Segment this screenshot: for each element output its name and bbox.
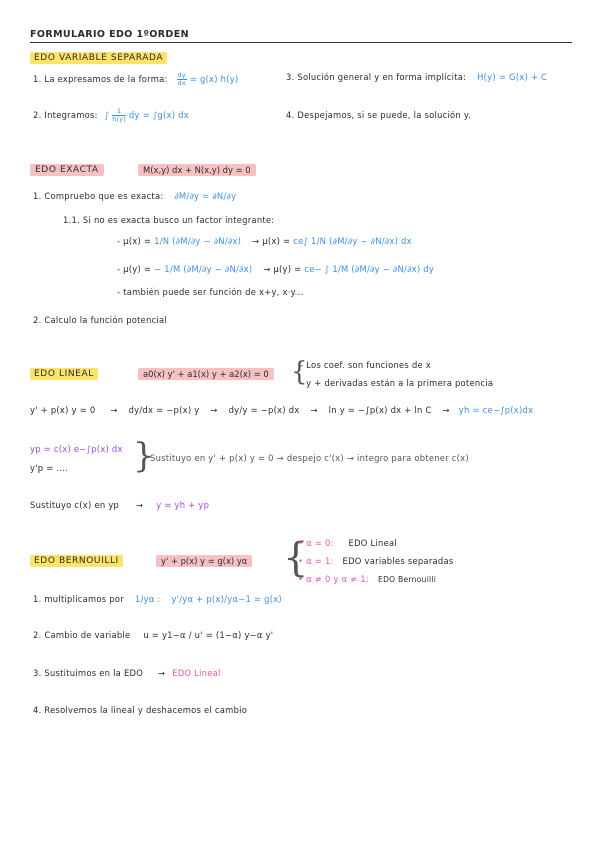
lineal-note-2: - y + derivadas están a la primera potencia — [300, 378, 494, 388]
vs-step3-formula: H(y) = G(x) + C — [477, 72, 548, 82]
vs-step4: 4. Despejamos, si se puede, la solución y. — [286, 110, 471, 120]
bernoulli-step1-formula: y'/yα + p(x)/yα−1 = g(x) — [171, 594, 282, 604]
exacta-step2: 2. Calculo la función potencial — [33, 315, 168, 325]
bernoulli-step3-result: EDO Lineal — [172, 668, 221, 678]
bernoulli-case-2: • α = 1: EDO variables separadas — [298, 556, 454, 566]
bernoulli-case-3: • α ≠ 0 y α ≠ 1: EDO Bernouilli — [298, 574, 437, 584]
vs-step1-formula: = g(x) h(y) — [189, 74, 239, 84]
vs-step1-fraction: $\frac{dy}{dx}$ — [177, 71, 186, 87]
lineal-yp-brace: } — [133, 436, 155, 476]
vs-step2: 2. Integramos: ∫ $\frac{1}{h(y)}$ dy = ∫g(x) dx — [33, 107, 189, 123]
exacta-mu-x: - μ(x) = 1/N (∂M/∂y − ∂N/∂x) → μ(x) = ce∫ 1/N (∂M/∂y − ∂N/∂x) dx — [117, 236, 412, 246]
vs-step3-label: 3. Solución general y en forma implícita: — [286, 72, 467, 82]
vs-step1 — [33, 72, 238, 87]
lineal-note-1: - Los coef. son funciones de x — [300, 360, 432, 370]
vs-step2-formula: dy = ∫g(x) dx — [128, 110, 189, 120]
bernoulli-equation: y' + p(x) y = g(x) yα — [156, 555, 252, 567]
exacta-sub-label: 1.1. Si no es exacta busco un factor integrante: — [63, 215, 275, 225]
bernoulli-step4: 4. Resolvemos la lineal y deshacemos el cambio — [33, 705, 248, 715]
exacta-equation: M(x,y) dx + N(x,y) dy = 0 — [138, 164, 256, 176]
section-title-lineal: EDO LINEAL — [30, 368, 98, 380]
mu-x-factor: 1/N (∂M/∂y − ∂N/∂x) — [154, 236, 242, 246]
bernoulli-step3: 3. Sustituimos en la EDO → EDO Lineal — [33, 668, 221, 678]
lineal-general-solution: y = yh + yp — [156, 500, 210, 510]
vs-step2-label: 2. Integramos: — [33, 110, 98, 120]
vs-step2-fraction: $\frac{1}{h(y)}$ — [112, 107, 127, 123]
bernoulli-step2-formula: u = y1−α / u' = (1−α) y−α y' — [143, 630, 274, 640]
lineal-final: Sustituyo c(x) en yp → y = yh + yp — [30, 500, 210, 510]
vs-step1-label: 1. La expresamos de la forma: — [33, 74, 168, 84]
lineal-brace-text: Sustituyo en y' + p(x) y = 0 → despejo c'(x) → integro para obtener c(x) — [150, 453, 469, 463]
lineal-yp-prime: y'p = .... — [30, 463, 69, 473]
bernoulli-step1: 1. multiplicamos por 1/yα : y'/yα + p(x)/yα−1 = g(x) — [33, 594, 282, 604]
lineal-yp-def: yp = c(x) e−∫p(x) dx — [30, 444, 123, 454]
exacta-mu-y: - μ(y) = − 1/M (∂M/∂y − ∂N/∂x) → μ(y) = ce− ∫ 1/M (∂M/∂y − ∂N/∂x) dy — [117, 264, 435, 274]
exacta-step1 — [33, 191, 236, 201]
exacta-also: - también puede ser función de x+y, x·y... — [117, 287, 304, 297]
bernoulli-cases-brace: { — [283, 535, 309, 581]
lineal-homogeneous-solution: yh = ce−∫p(x)dx — [458, 405, 534, 415]
title-divider — [30, 42, 572, 43]
section-title-bernoulli: EDO BERNOUILLI — [30, 555, 123, 567]
bernoulli-case-1: • α = 0: EDO Lineal — [298, 538, 397, 548]
exacta-step1-formula: ∂M/∂y = ∂N/∂y — [174, 191, 237, 201]
vs-step3 — [286, 72, 547, 82]
bernoulli-step2: 2. Cambio de variable u = y1−α / u' = (1−α) y−α y' — [33, 630, 274, 640]
lineal-chain: y' + p(x) y = 0 → dy/dx = −p(x) y → dy/y = −p(x) dx → ln y = −∫p(x) dx + ln C → yh = ce−∫p(x)dx — [30, 405, 534, 415]
mu-y-factor: − 1/M (∂M/∂y − ∂N/∂x) — [154, 264, 253, 274]
mu-y-result: ce− ∫ 1/M (∂M/∂y − ∂N/∂x) dy — [304, 264, 435, 274]
lineal-notes-brace: { — [291, 357, 308, 387]
lineal-equation: a0(x) y' + a1(x) y + a2(x) = 0 — [138, 368, 274, 380]
exacta-step1-label: 1. Compruebo que es exacta: — [33, 191, 164, 201]
section-title-variable-separada: EDO VARIABLE SEPARADA — [30, 52, 167, 64]
mu-x-result: ce∫ 1/N (∂M/∂y − ∂N/∂x) dx — [293, 236, 412, 246]
section-title-exacta: EDO EXACTA — [30, 164, 104, 176]
page-title: FORMULARIO EDO 1ºORDEN — [30, 29, 189, 40]
